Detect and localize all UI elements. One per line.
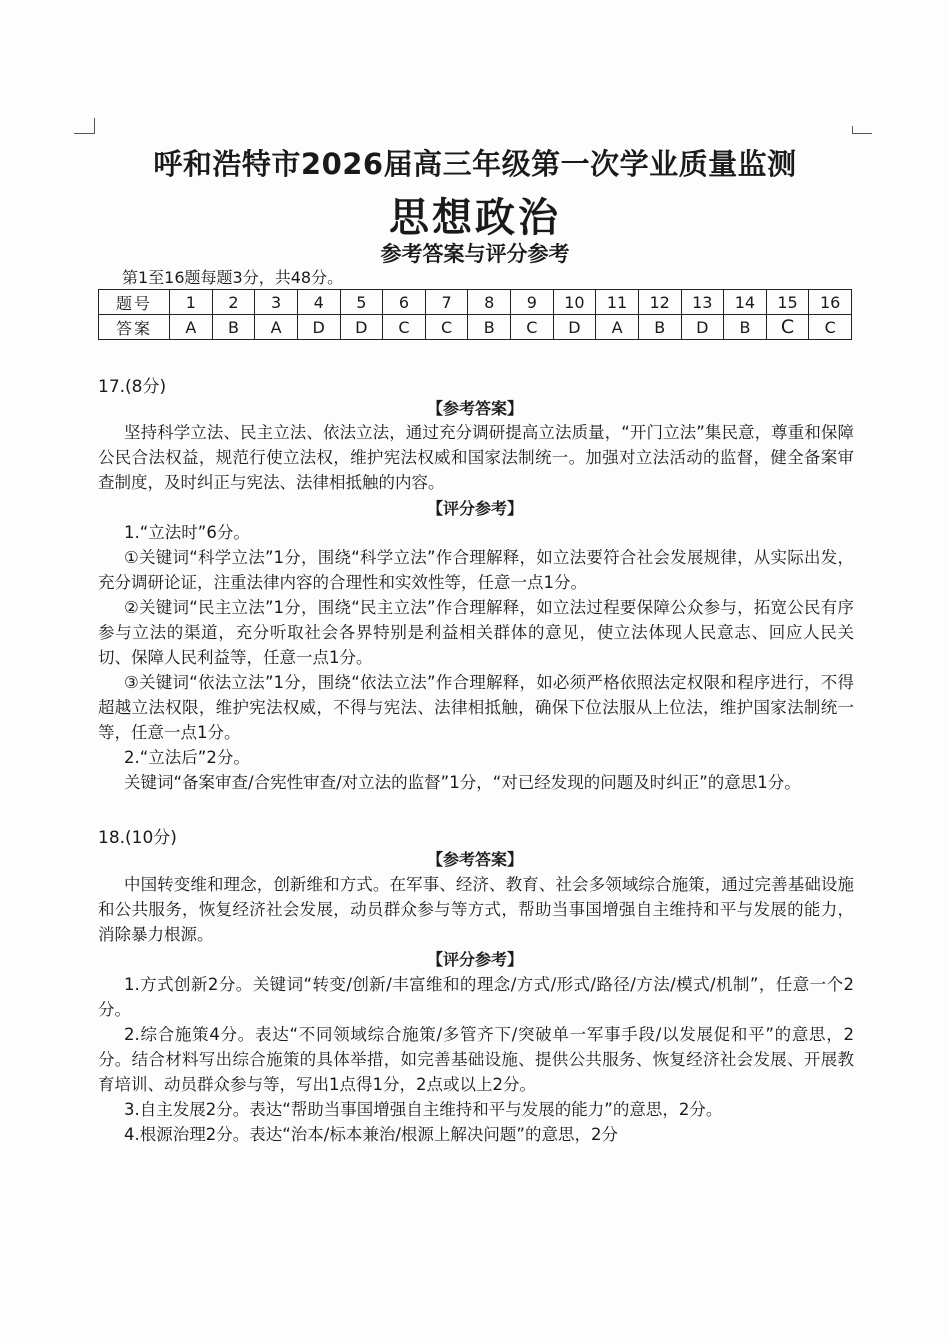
answer-cell: A	[596, 315, 639, 340]
answer-row	[99, 315, 852, 340]
question-number: 13	[681, 290, 724, 315]
document-type-title: 参考答案与评分参考	[380, 242, 570, 266]
question-number: 16	[809, 290, 852, 315]
question-number: 9	[511, 290, 554, 315]
row-label-question: 题号	[99, 290, 170, 315]
question-number: 3	[255, 290, 298, 315]
question-number: 6	[383, 290, 426, 315]
answer-cell: D	[340, 315, 383, 340]
crop-mark-right-h	[852, 133, 872, 134]
question-number: 12	[638, 290, 681, 315]
q18-scoring-1: 1.方式创新2分。关键词“转变/创新/丰富维和的理念/方式/形式/路径/方法/模式/机制”，任意一个2分。	[98, 975, 854, 1019]
answer-cell: B	[468, 315, 511, 340]
q18-answer-heading: 【参考答案】	[426, 850, 523, 869]
question-number: 7	[425, 290, 468, 315]
crop-mark-left	[94, 118, 95, 134]
question-number: 10	[553, 290, 596, 315]
answer-cell: C	[766, 315, 809, 340]
q18-scoring-4: 4.根源治理2分。表达“治本/标本兼治/根源上解决问题”的意思，2分	[124, 1125, 618, 1144]
answer-cell: C	[809, 315, 852, 340]
q18-scoring-3: 3.自主发展2分。表达“帮助当事国增强自主维持和平与发展的能力”的意思，2分。	[124, 1100, 723, 1119]
question-number: 1	[170, 290, 213, 315]
answer-cell: B	[724, 315, 767, 340]
q17-scoring-2a: 关键词“备案审查/合宪性审查/对立法的监督”1分，“对已经发现的问题及时纠正”的意思1分。	[124, 773, 801, 792]
q17-scoring-1a: ①关键词“科学立法”1分，围绕“科学立法”作合理解释，如立法要符合社会发展规律，从实际出发，充分调研论证，注重法律内容的合理性和实效性等，任意一点1分。	[98, 548, 854, 592]
crop-mark-left-h	[74, 133, 95, 134]
q18-scoring-heading: 【评分参考】	[426, 950, 523, 969]
q17-answer-heading: 【参考答案】	[426, 399, 523, 418]
question-number: 15	[766, 290, 809, 315]
answer-cell: C	[383, 315, 426, 340]
question-number: 2	[212, 290, 255, 315]
answer-cell: C	[425, 315, 468, 340]
q17-scoring-1c: ③关键词“依法立法”1分，围绕“依法立法”作合理解释，如必须严格依照法定权限和程序进行，不得超越立法权限，维护宪法权威，不得与宪法、法律相抵触，确保下位法服从上位法，维护国家法制统一等，任意一点1分。	[98, 673, 854, 742]
answer-cell: C	[511, 315, 554, 340]
question-number: 8	[468, 290, 511, 315]
multiple-choice-note: 第1至16题每题3分，共48分。	[122, 268, 344, 287]
q18-heading: 18.(10分)	[98, 828, 177, 848]
q17-scoring-2: 2.“立法后”2分。	[124, 748, 250, 767]
answer-cell: B	[212, 315, 255, 340]
question-number: 14	[724, 290, 767, 315]
question-number: 4	[297, 290, 340, 315]
exam-title: 呼和浩特市2026届高三年级第一次学业质量监测	[153, 147, 797, 181]
answer-cell: A	[255, 315, 298, 340]
q17-scoring-1b: ②关键词“民主立法”1分，围绕“民主立法”作合理解释，如立法过程要保障公众参与，拓宽公民有序参与立法的渠道，充分听取社会各界特别是利益相关群体的意见，使立法体现人民意志、回应人民关切、保障人民利益等，任意一点1分。	[98, 598, 854, 667]
answer-cell: D	[297, 315, 340, 340]
subject-title: 思想政治	[389, 195, 561, 241]
question-number: 11	[596, 290, 639, 315]
q17-scoring-heading: 【评分参考】	[426, 499, 523, 518]
answer-cell: D	[553, 315, 596, 340]
q18-answer-text: 中国转变维和理念，创新维和方式。在军事、经济、教育、社会多领域综合施策，通过完善基础设施和公共服务，恢复经济社会发展，动员群众参与等方式，帮助当事国增强自主维持和平与发展的能力，消除暴力根源。	[98, 875, 854, 944]
q17-scoring-1: 1.“立法时”6分。	[124, 523, 250, 542]
q17-heading: 17.(8分)	[98, 377, 167, 397]
question-number-row	[99, 290, 852, 315]
row-label-answer: 答案	[99, 315, 170, 340]
answer-table	[98, 289, 852, 340]
answer-cell: D	[681, 315, 724, 340]
question-number: 5	[340, 290, 383, 315]
answer-cell: A	[170, 315, 213, 340]
q17-answer-text: 坚持科学立法、民主立法、依法立法，通过充分调研提高立法质量，“开门立法”集民意，尊重和保障公民合法权益，规范行使立法权，维护宪法权威和国家法制统一。加强对立法活动的监督，健全备案审查制度，及时纠正与宪法、法律相抵触的内容。	[98, 423, 854, 492]
q18-scoring-2: 2.综合施策4分。表达“不同领域综合施策/多管齐下/突破单一军事手段/以发展促和平”的意思，2分。结合材料写出综合施策的具体举措，如完善基础设施、提供公共服务、恢复经济社会发展、开展教育培训、动员群众参与等，写出1点得1分，2点或以上2分。	[98, 1025, 854, 1094]
answer-cell: B	[638, 315, 681, 340]
